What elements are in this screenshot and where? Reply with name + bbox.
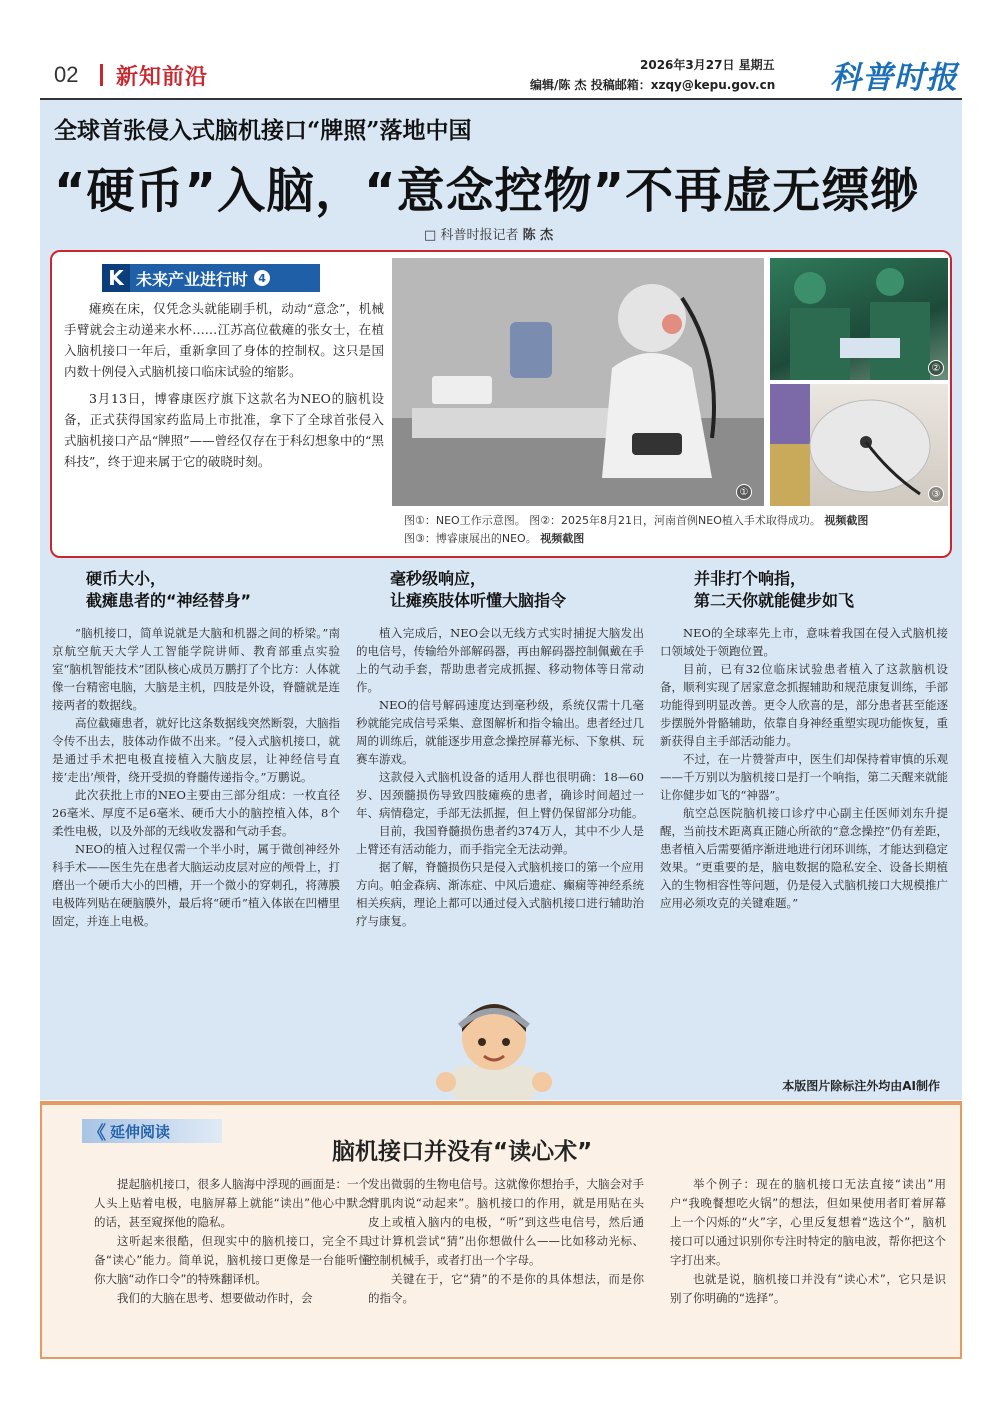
paragraph: 我们的大脑在思考、想要做动作时，会 bbox=[117, 1291, 313, 1305]
byline-square-icon: □ bbox=[424, 228, 437, 243]
paragraph: 提起脑机接口，很多人脑海中浮现的画面是：一个人头上贴着电极，电脑屏幕上就能“读出”他心中默念的话，甚至窥探他的隐私。 bbox=[94, 1177, 370, 1229]
paragraph: NEO的信号解码速度达到毫秒级，系统仅需十几毫秒就能完成信号采集、意图解析和指令输出。患者经过几周的训练后，就能逐步用意念操控屏幕光标、下象棋、玩赛车游戏。 bbox=[356, 698, 644, 766]
masthead-logo: 科普时报 bbox=[830, 60, 958, 96]
main-article bbox=[40, 100, 962, 1100]
byline-prefix: 科普时报记者 bbox=[440, 228, 519, 243]
person-at-desk-illustration bbox=[392, 258, 764, 506]
intro-block bbox=[64, 264, 384, 472]
paragraph: 目前，已有32位临床试验患者植入了这款脑机设备，顺利实现了居家意念抓握辅助和规范康复训练，手部功能得到明显改善。更令人欣喜的是，部分患者甚至能逐步摆脱外骨骼辅助，依靠自身神经重塑实现功能恢复，重新获得自主手部活动能力。 bbox=[660, 662, 948, 748]
extended-reading-box bbox=[40, 1101, 962, 1359]
extended-reading-tag: 《 延伸阅读 bbox=[82, 1119, 222, 1143]
paragraph: 此次获批上市的NEO主要由三部分组成：一枚直径26毫米、厚度不足6毫米、硬币大小的脑控植入体，8个柔性电极，以及外部的无线收发器和气动手套。 bbox=[52, 788, 340, 838]
surgery-photo bbox=[770, 258, 948, 380]
paragraph: “脑机接口，简单说就是大脑和机器之间的桥梁。”南京航空航天大学人工智能学院讲师、教育部重点实验室“脑机智能技术”团队核心成员万鹏打了个比方：人体就像一台精密电脑，大脑是主机，四肢是外设，脊髓就是连接两者的数据线。 bbox=[52, 626, 340, 712]
page-number: 02 bbox=[54, 62, 79, 87]
article-column-2 bbox=[356, 568, 644, 930]
column-tag-label: 未来产业进行时 bbox=[136, 269, 249, 289]
image-marker-1: ① bbox=[736, 484, 752, 500]
section-name: 新知前沿 bbox=[116, 65, 209, 90]
byline bbox=[424, 224, 553, 243]
column-heading: 毫秒级响应， 让瘫痪肢体听懂大脑指令 bbox=[390, 569, 567, 610]
column-heading: 并非打个响指， 第二天你就能健步如飞 bbox=[694, 569, 855, 610]
caption-line-2: 图③：博睿康展出的NEO。 视频截图 bbox=[404, 532, 585, 545]
paragraph: 也就是说，脑机接口并没有“读心术”，它只是识别了你明确的“选择”。 bbox=[670, 1272, 946, 1305]
page-header bbox=[40, 52, 962, 98]
byline-name: 陈 杰 bbox=[522, 228, 554, 243]
image-marker-2: ② bbox=[928, 360, 944, 376]
mascot-illustration bbox=[432, 986, 556, 1100]
neo-device-photo bbox=[770, 384, 948, 506]
image-caption bbox=[404, 512, 944, 548]
column-body bbox=[356, 624, 644, 930]
surgery-team-illustration bbox=[770, 258, 948, 380]
paragraph: NEO的全球率先上市，意味着我国在侵入式脑机接口领域处于领跑位置。 bbox=[660, 626, 948, 658]
paragraph: 高位截瘫患者，就好比这条数据线突然断裂，大脑指令传不出去，肢体动作做不出来。“侵入式脑机接口，就是通过手术把电极直接植入大脑皮层，让神经信号直接‘走出’颅骨，绕开受损的脊髓传递指令。”万鹏说。 bbox=[52, 716, 340, 784]
paragraph: NEO的植入过程仅需一个半小时，属于微创神经外科手术——医生先在患者大脑运动皮层对应的颅骨上，打磨出一个硬币大小的凹槽，开一个微小的穿刺孔，将薄膜电极阵列贴在硬脑膜外，最后将“硬币”植入体嵌在凹槽里固定，并连上电极。 bbox=[52, 842, 340, 928]
brain-model-illustration bbox=[770, 384, 948, 506]
paragraph: 不过，在一片赞誉声中，医生们却保持着审慎的乐观——千万别以为脑机接口是打一个响指，第二天醒来就能让你健步如飞的“神器”。 bbox=[660, 752, 948, 802]
article-column-3 bbox=[660, 568, 948, 912]
caption-line-1: 图①：NEO工作示意图。 图②：2025年8月21日，河南首例NEO植入手术取得成功。 视频截图 bbox=[404, 514, 869, 527]
feature-box bbox=[50, 250, 952, 558]
column-tag bbox=[102, 264, 320, 292]
k-logo-icon: K bbox=[102, 264, 130, 292]
neo-illustration-image bbox=[392, 258, 764, 506]
column-heading: 硬币大小， 截瘫患者的“神经替身” bbox=[86, 569, 252, 610]
intro-paragraph: 瘫痪在床，仅凭念头就能刷手机，动动“意念”，机械手臂就会主动递来水杯……江苏高位截瘫的张女士，在植入脑机接口一年后，重新拿回了身体的控制权。这只是国内数十例侵入式脑机接口临床试验的缩影。 bbox=[64, 301, 384, 379]
paragraph: 关键在于，它“猜”的不是你的具体想法，而是你的指令。 bbox=[368, 1272, 644, 1305]
header-divider bbox=[100, 64, 103, 86]
paragraph: 目前，我国脊髓损伤患者约374万人，其中不少人是上臂还有活动能力，而手指完全无法动弹。 bbox=[356, 824, 644, 856]
editor-line: 编辑/陈 杰 投稿邮箱：xzqy@kepu.gov.cn bbox=[530, 78, 776, 92]
paragraph: 举个例子：现在的脑机接口无法直接“读出”用户“我晚餐想吃火锅”的想法，但如果使用者盯着屏幕上一个闪烁的“火”字，心里反复想着“选这个”，脑机接口可以通过识别你专注时特定的脑电波，帮你把这个字打出来。 bbox=[670, 1177, 946, 1267]
paragraph: 据了解，脊髓损伤只是侵入式脑机接口的第一个应用方向。帕金森病、渐冻症、中风后遗症、癫痫等神经系统相关疾病，理论上都可以通过侵入式脑机接口进行辅助治疗与康复。 bbox=[356, 860, 644, 928]
image-credit-note: 本版图片除标注外均由AI制作 bbox=[782, 1079, 940, 1093]
extended-column-3 bbox=[670, 1175, 946, 1308]
article-kicker: 全球首张侵入式脑机接口“牌照”落地中国 bbox=[54, 117, 472, 144]
article-headline: “硬币”入脑，“意念控物”不再虚无缥缈 bbox=[54, 163, 920, 219]
column-body bbox=[660, 624, 948, 912]
boy-with-headset-icon bbox=[432, 986, 556, 1100]
extended-reading-title: 脑机接口并没有“读心术” bbox=[332, 1139, 593, 1165]
intro-paragraph: 3月13日，博睿康医疗旗下这款名为NEO的脑机设备，正式获得国家药监局上市批准，拿下了全球首张侵入式脑机接口产品“牌照”——曾经仅存在于科幻想象中的“黑科技”，终于迎来属于它的破晓时刻。 bbox=[64, 391, 384, 469]
issue-date: 2026年3月27日 星期五 bbox=[640, 58, 775, 72]
image-marker-3: ③ bbox=[928, 486, 944, 502]
column-tag-number: 4 bbox=[254, 270, 270, 286]
extended-column-1 bbox=[94, 1175, 370, 1308]
paragraph: 植入完成后，NEO会以无线方式实时捕捉大脑发出的电信号，传输给外部解码器，再由解码器控制佩戴在手上的气动手套，帮助患者完成抓握、移动物体等日常动作。 bbox=[356, 626, 644, 694]
extended-column-2 bbox=[368, 1175, 644, 1308]
paragraph: 这听起来很酷，但现实中的脑机接口，完全不具备“读心”能力。简单说，脑机接口更像是一台能听懂你大脑“动作口令”的特殊翻译机。 bbox=[94, 1234, 370, 1286]
article-column-1 bbox=[52, 568, 340, 930]
paragraph: 航空总医院脑机接口诊疗中心副主任医师刘东升提醒，当前技术距离真正随心所欲的“意念操控”仍有差距，患者植入后需要循序渐进地进行闭环训练，才能达到稳定效果。“更重要的是，脑电数据的隐私安全、设备长期植入的生物相容性等问题，仍是侵入式脑机接口大规模推广应用必须攻克的关键难题。” bbox=[660, 806, 948, 910]
paragraph: 发出微弱的生物电信号。这就像你想抬手，大脑会对手臂肌肉说“动起来”。脑机接口的作用，就是用贴在头皮上或植入脑内的电极，“听”到这些电信号，然后通过计算机尝试“猜”出你想做什么——比如移动光标、控制机械手，或者打出一个字母。 bbox=[368, 1177, 644, 1267]
paragraph: 这款侵入式脑机设备的适用人群也很明确：18—60岁、因颈髓损伤导致四肢瘫痪的患者，确诊时间超过一年、病情稳定，手部无法抓握，但上臂仍保留部分功能。 bbox=[356, 770, 644, 820]
column-body bbox=[52, 624, 340, 930]
double-chevron-icon: 《 bbox=[88, 1123, 106, 1144]
